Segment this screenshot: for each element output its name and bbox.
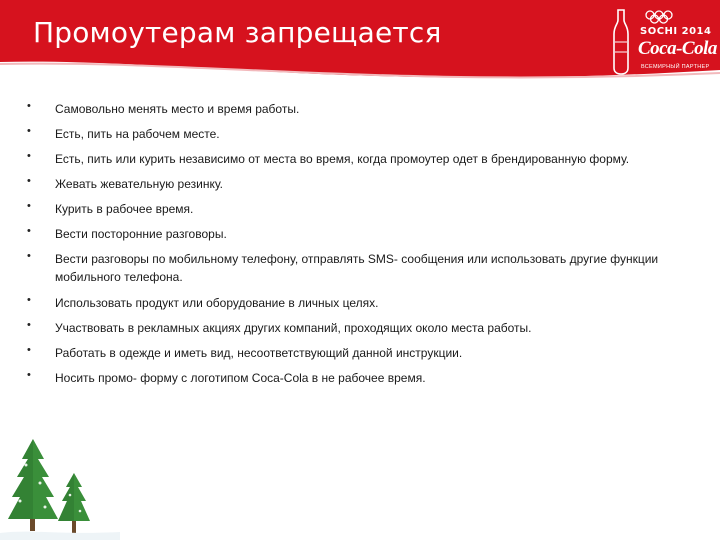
fir-trees-decoration	[0, 435, 120, 540]
slide-title: Промоутерам запрещается	[33, 16, 442, 49]
bullet-icon: •	[27, 225, 31, 237]
logo-partner-text: ВСЕМИРНЫЙ ПАРТНЕР	[641, 64, 710, 70]
bullet-icon: •	[27, 344, 31, 356]
list-item-text: Есть, пить на рабочем месте.	[55, 127, 220, 141]
fir-tree-icon	[58, 473, 90, 533]
list-item-text: Курить в рабочее время.	[55, 202, 194, 216]
list-item-text: Использовать продукт или оборудование в личных целях.	[55, 296, 379, 310]
fir-tree-icon	[8, 439, 58, 531]
olympic-rings-icon	[646, 11, 672, 23]
list-item-text: Вести посторонние разговоры.	[55, 227, 227, 241]
list-item-text: Жевать жевательную резинку.	[55, 177, 223, 191]
list-item-text: Вести разговоры по мобильному телефону, отправлять SMS- сообщения или использовать другие функции мобильного телефона.	[55, 252, 659, 284]
bullet-icon: •	[27, 125, 31, 137]
bullet-icon: •	[27, 250, 31, 262]
list-item-text: Есть, пить или курить независимо от места во время, когда промоутер одет в брендированную форму.	[55, 152, 630, 166]
bullet-icon: •	[27, 150, 31, 162]
logo-cocacola-text: Coca-Cola	[638, 38, 717, 59]
bullet-icon: •	[27, 100, 31, 112]
list-item-text: Самовольно менять место и время работы.	[55, 102, 300, 116]
logo-sochi-text: SOCHI 2014	[640, 26, 712, 37]
slide-header	[0, 0, 720, 86]
bullet-icon: •	[27, 175, 31, 187]
list-item-text: Носить промо- форму с логотипом Coca-Cola в не рабочее время.	[55, 371, 426, 385]
list-item-text: Участвовать в рекламных акциях других компаний, проходящих около места работы.	[55, 321, 532, 335]
bullet-icon: •	[27, 319, 31, 331]
list-item-text: Работать в одежде и иметь вид, несоответствующий данной инструкции.	[55, 346, 463, 360]
bottle-icon	[614, 10, 628, 74]
bullet-icon: •	[27, 294, 31, 306]
bullet-icon: •	[27, 369, 31, 381]
bullet-icon: •	[27, 200, 31, 212]
